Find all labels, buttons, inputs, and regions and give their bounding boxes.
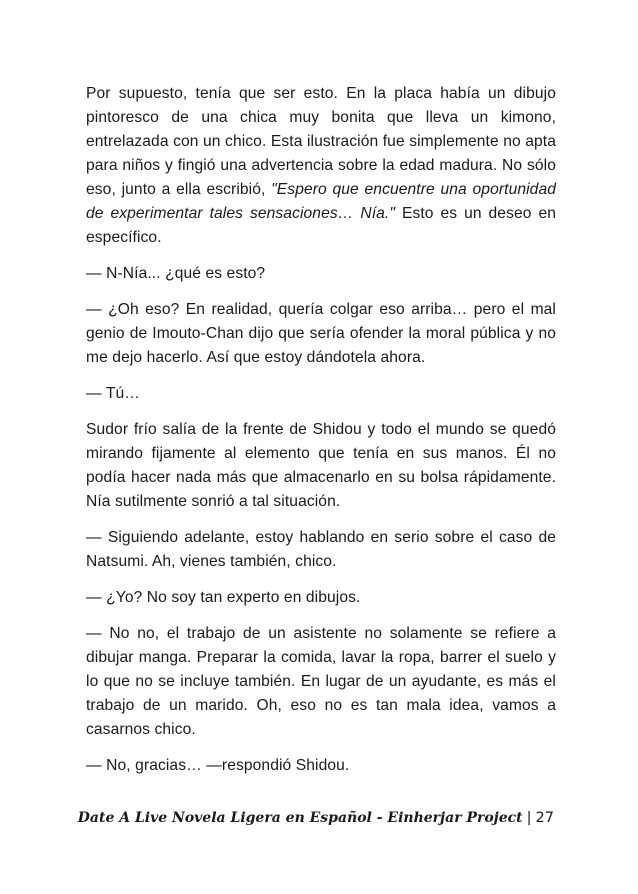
paragraph-dialogue: — Siguiendo adelante, estoy hablando en serio sobre el caso de Natsumi. Ah, vienes también, chico. xyxy=(86,529,556,570)
paragraph-narration: Sudor frío salía de la frente de Shidou y todo el mundo se quedó mirando fijamente al elemento que tenía en sus manos. Él no podía hacer nada más que almacenarlo en su bolsa rápidamente. Nía sutilmente sonrió a tal situación. xyxy=(86,421,556,510)
footer-title: Date A Live Novela Ligera en Español - Einherjar Project xyxy=(77,810,523,826)
paragraph-dialogue: — No no, el trabajo de un asistente no solamente se refiere a dibujar manga. Preparar la comida, lavar la ropa, barrer el suelo y lo que no se incluye también. En lugar de un ayudante, es más el trabajo de un marido. Oh, eso no es tan mala idea, vamos a casarnos chico. xyxy=(86,625,556,738)
paragraph-dialogue: — Tú… xyxy=(86,385,140,402)
paragraph-dialogue: — No, gracias… —respondió Shidou. xyxy=(86,757,350,774)
paragraph-plaque xyxy=(86,82,556,250)
page-body xyxy=(86,82,556,790)
paragraph-plaque-end: Esto es un deseo en específico. xyxy=(86,205,556,246)
paragraph-dialogue: — ¿Yo? No soy tan experto en dibujos. xyxy=(86,589,361,606)
footer-separator: | xyxy=(526,810,532,826)
paragraph-dialogue: — N-Nía... ¿qué es esto? xyxy=(86,265,266,282)
paragraph-dialogue: — ¿Oh eso? En realidad, quería colgar eso arriba… pero el mal genio de Imouto-Chan dijo que sería ofender la moral pública y no me dejo hacerlo. Así que estoy dándotela ahora. xyxy=(86,301,556,366)
paragraph-plaque-quote: "Espero que encuentre una oportunidad de experimentar tales sensaciones… Nía." xyxy=(86,181,556,222)
page-number: 27 xyxy=(535,810,554,826)
page-footer xyxy=(78,810,554,826)
paragraph-plaque-text: Por supuesto, tenía que ser esto. En la placa había un dibujo pintoresco de una chica muy bonita que lleva un kimono, entrelazada con un chico. Esta ilustración fue simplemente no apta para niños y fingió una advertencia sobre la edad madura. No sólo eso, junto a ella escribió, xyxy=(86,85,556,198)
